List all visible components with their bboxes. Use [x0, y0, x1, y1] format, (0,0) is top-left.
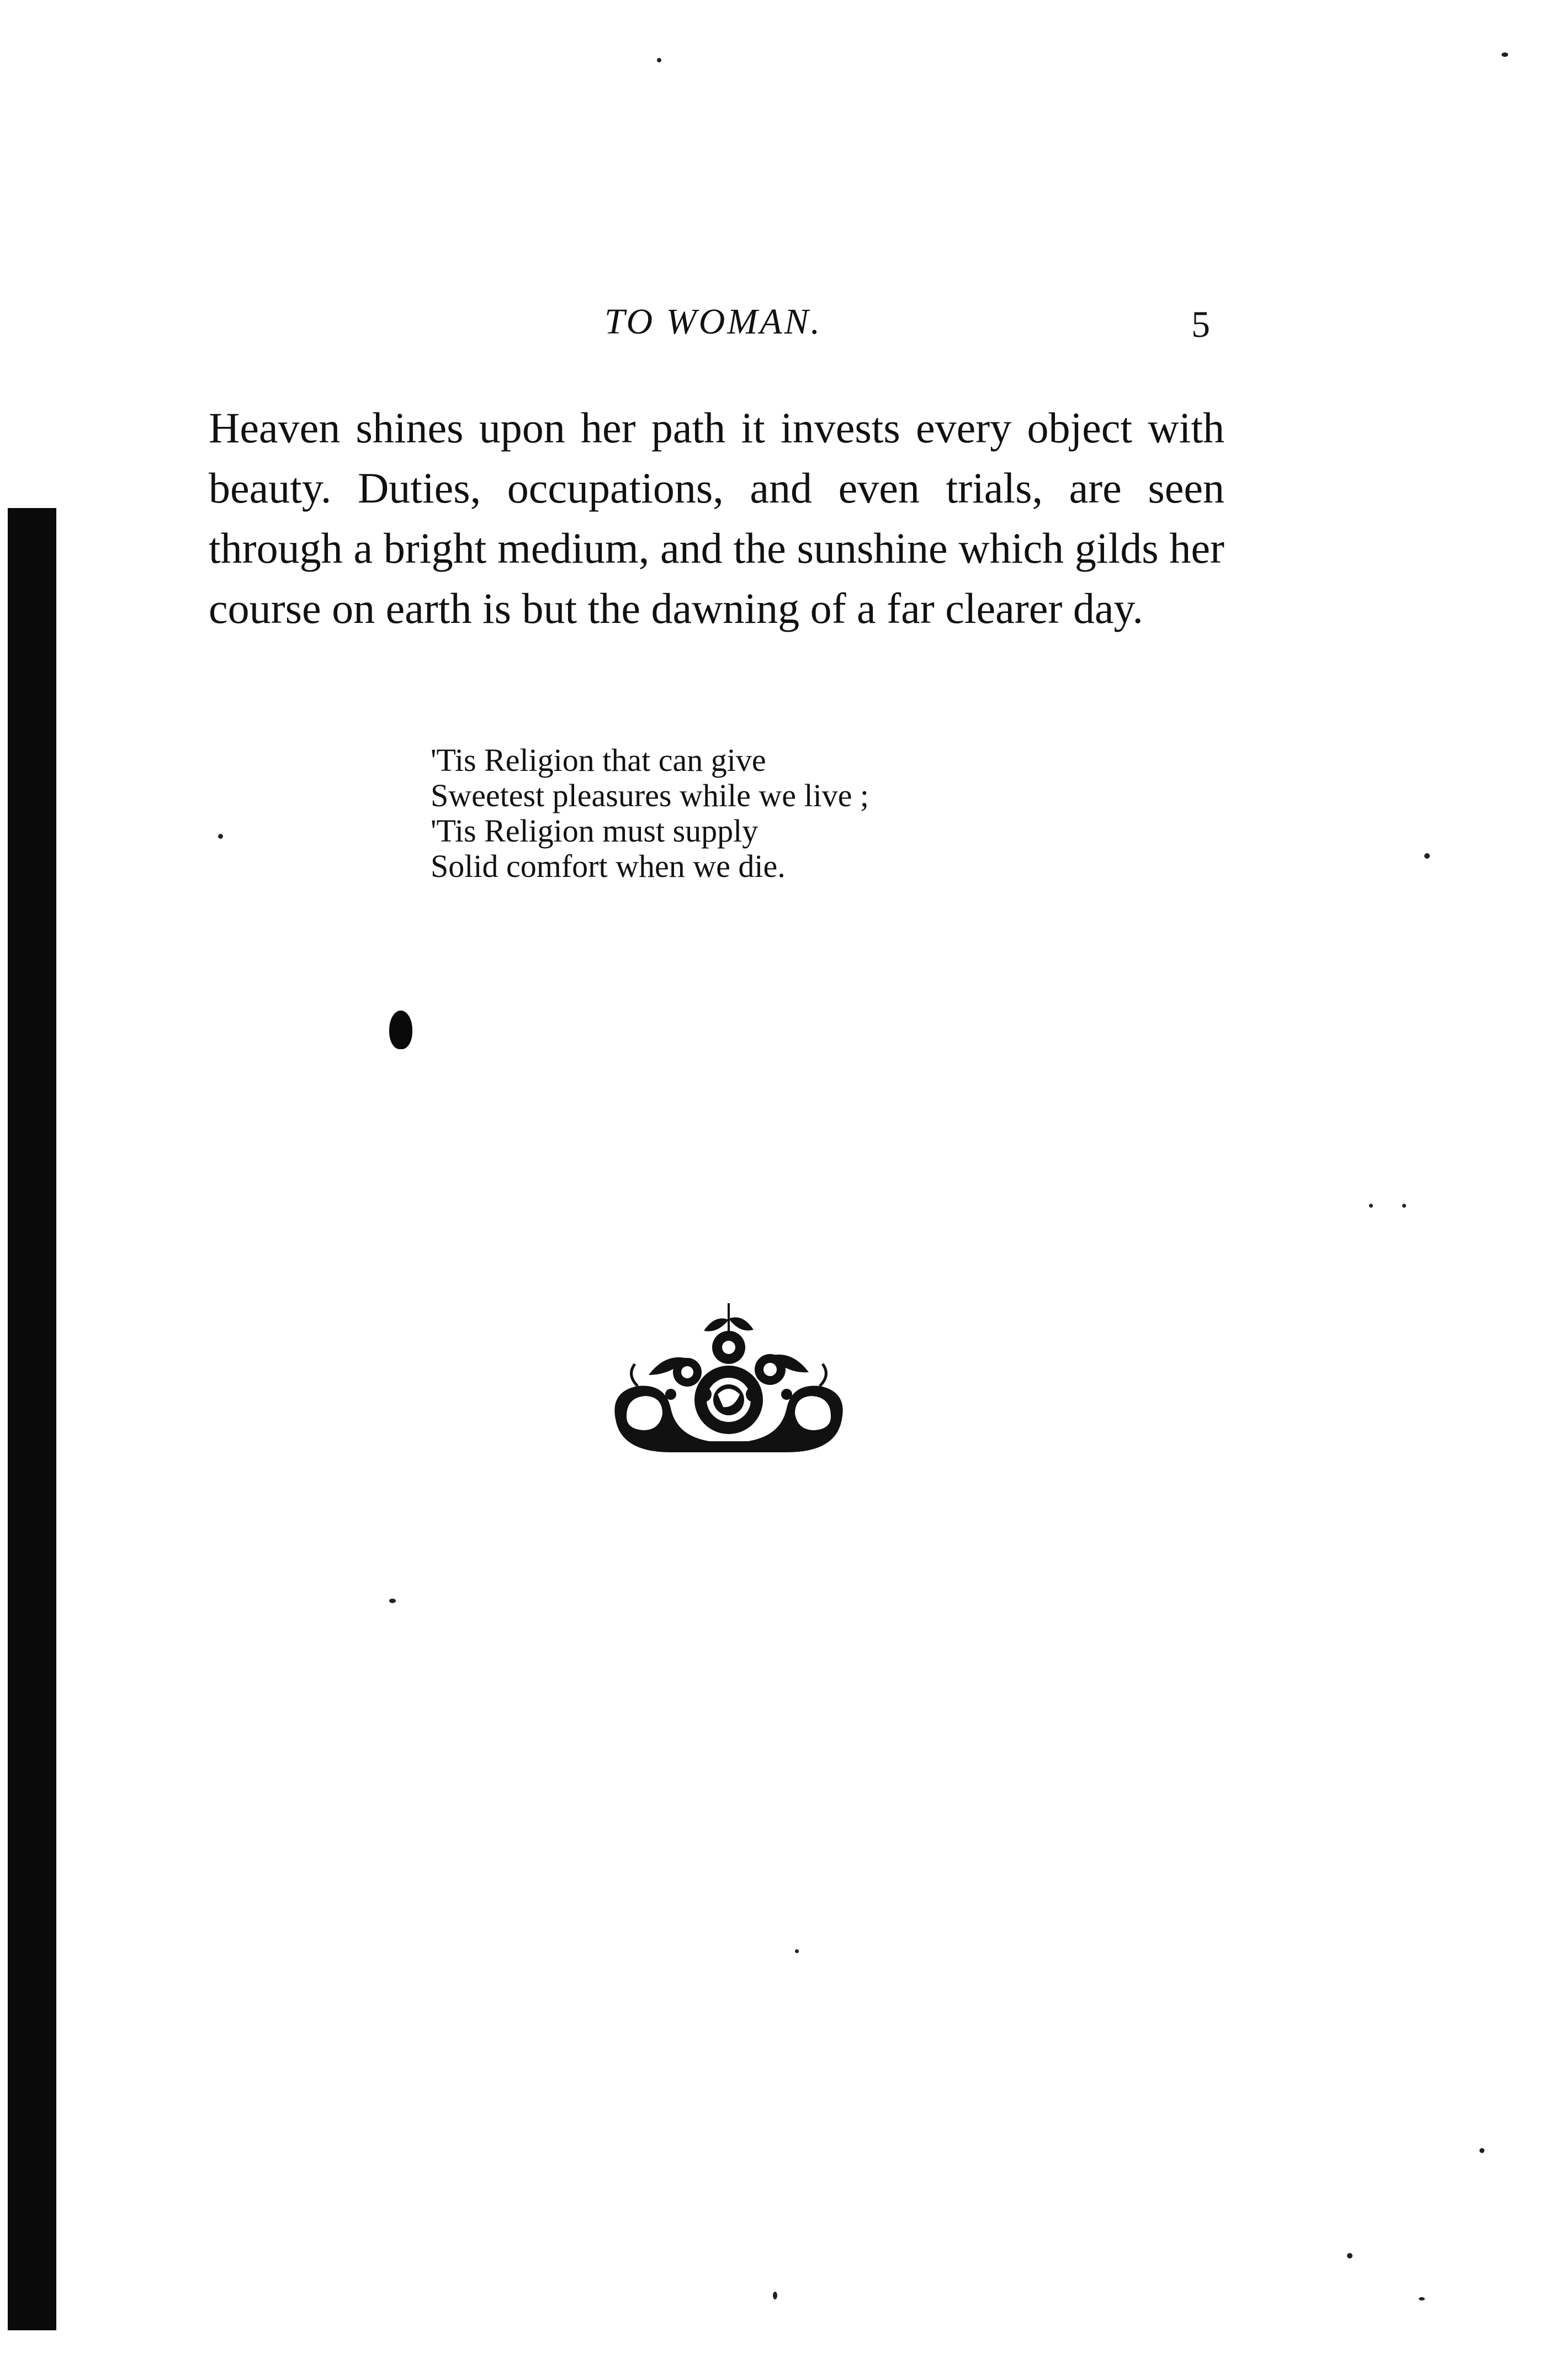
ink-blot — [389, 1011, 412, 1049]
print-speck — [773, 2292, 777, 2299]
print-speck — [1502, 52, 1508, 57]
print-speck — [1424, 853, 1430, 859]
floral-tailpiece-icon — [604, 1281, 853, 1463]
running-title: TO WOMAN. — [604, 302, 823, 342]
print-speck — [1402, 1204, 1406, 1208]
print-speck — [1419, 2297, 1425, 2300]
print-speck — [1479, 2148, 1484, 2153]
body-paragraph: Heaven shines upon her path it invests every object with beauty. Duties, occupations, and even trials, are seen through a bright medium, and the sunshine which gilds her course on earth is but the dawning of a far clearer day. — [209, 404, 1224, 632]
print-speck — [795, 1949, 799, 1953]
verse-line: Sweetest pleasures while we live ; — [431, 778, 869, 813]
scan-edge-bar — [8, 508, 56, 2330]
print-speck — [1369, 1204, 1373, 1208]
print-speck — [1347, 2253, 1353, 2259]
verse-stanza — [431, 743, 869, 884]
print-speck — [657, 58, 661, 62]
verse-line: 'Tis Religion that can give — [431, 742, 766, 778]
verse-line: Solid comfort when we die. — [431, 848, 786, 884]
print-speck — [218, 834, 223, 839]
page-number: 5 — [1191, 303, 1210, 345]
verse-line: 'Tis Religion must supply — [431, 813, 759, 849]
print-speck — [389, 1599, 396, 1603]
